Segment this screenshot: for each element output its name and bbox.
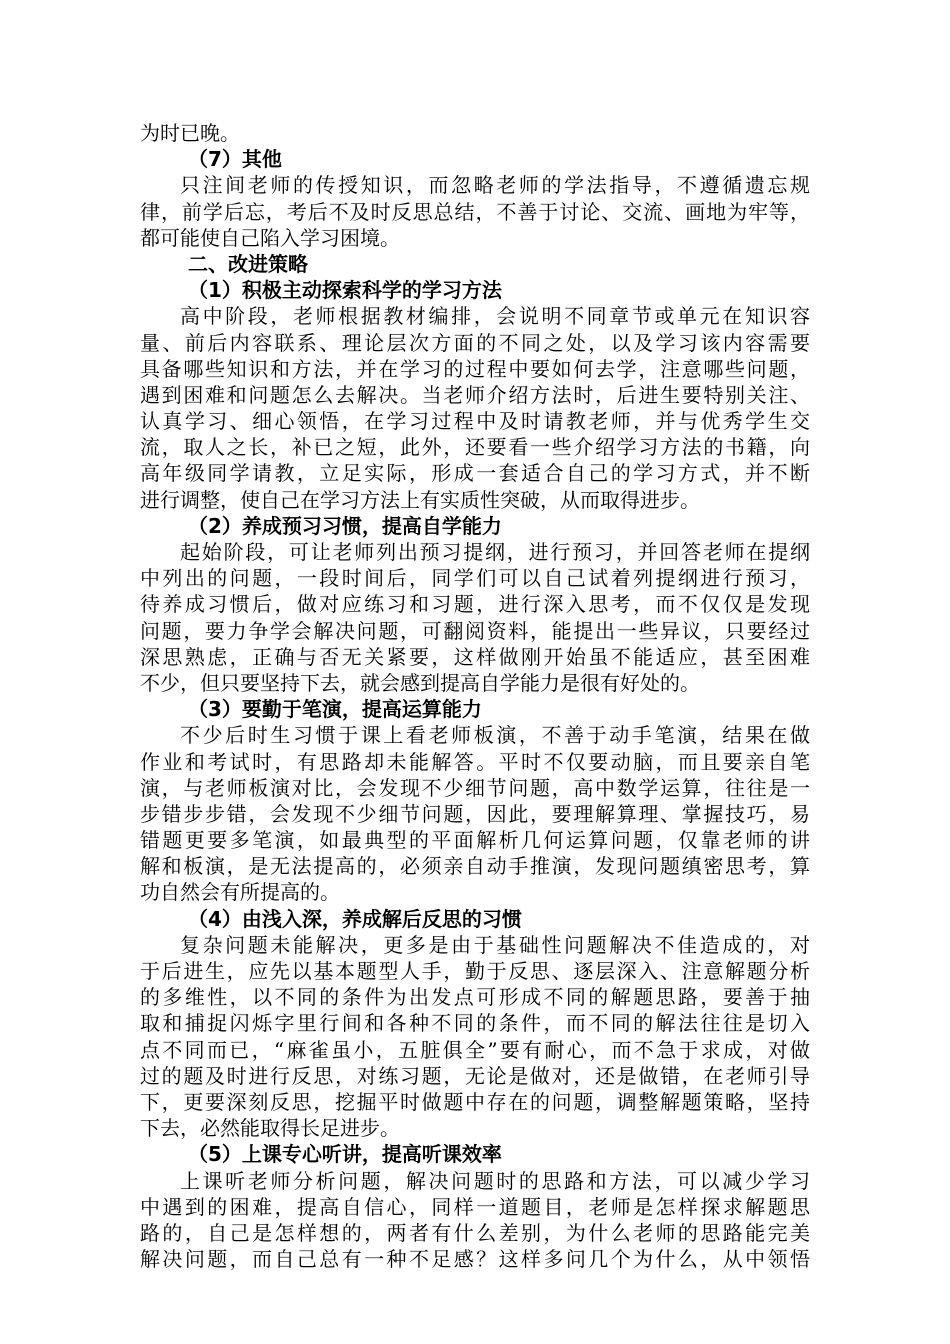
- paragraph-line: 过的题及时进行反思，对练习题，无论是做对，还是做错，在老师引导: [140, 1063, 810, 1088]
- paragraph-line: 不少，但只要坚持下去，就会感到提高自学能力是很有好处的。: [140, 670, 700, 695]
- paragraph-line: 具备哪些知识和方法，并在学习的过程中要如何去学，注意哪些问题，: [140, 356, 810, 381]
- paragraph-line: 进行调整，使自己在学习方法上有实质性突破，从而取得进步。: [140, 487, 700, 512]
- paragraph-line: 待养成习惯后，做对应练习和习题，进行深入思考，而不仅仅是发现: [140, 592, 810, 617]
- paragraph-line: 不少后时生习惯于课上看老师板演，不善于动手笔演，结果在做: [180, 723, 810, 748]
- paragraph-line: 上课听老师分析问题，解决问题时的思路和方法，可以减少学习: [180, 1168, 810, 1193]
- paragraph-line: 错题更要多笔演，如最典型的平面解析几何运算问题，仅靠老师的讲: [140, 828, 810, 853]
- section-heading: （1）积极主动探索科学的学习方法: [188, 278, 502, 303]
- paragraph-line: 演，与老师板演对比，会发现不少细节问题，高中数学运算，往往是一: [140, 775, 810, 800]
- paragraph-line: 复杂问题未能解决，更多是由于基础性问题解决不佳造成的，对: [180, 932, 810, 957]
- paragraph-line: 功自然会有所提高的。: [140, 880, 340, 905]
- paragraph-line: 下去，必然能取得长足进步。: [140, 1116, 400, 1141]
- paragraph-line: 下，更要深刻反思，挖掘平时做题中存在的问题，调整解题策略，坚持: [140, 1089, 810, 1114]
- paragraph-line: 解决问题，而自己总有一种不足感？这样多问几个为什么，从中领悟: [140, 1247, 810, 1272]
- paragraph-line: 高中阶段，老师根据教材编排，会说明不同章节或单元在知识容: [180, 304, 810, 329]
- paragraph-line: 为时已晚。: [140, 121, 240, 145]
- paragraph-line: 作业和考试时，有思路却未能解答。平时不仅要动脑，而且要亲自笔: [140, 749, 810, 774]
- section-heading: （5）上课专心听讲，提高听课效率: [188, 1142, 502, 1167]
- paragraph-line: 解和板演，是无法提高的，必须亲自动手推演，发现问题缜密思考，算: [140, 854, 810, 879]
- paragraph-line: 遇到困难和问题怎么去解决。当老师介绍方法时，后进生要特别关注、: [140, 382, 810, 407]
- paragraph-line: 点不同而已，“麻雀虽小，五脏俱全”要有耐心，而不急于求成，对做: [140, 1037, 810, 1062]
- paragraph-line: 只注间老师的传授知识，而忽略老师的学法指导，不遵循遗忘规: [180, 173, 810, 198]
- paragraph-line: 中列出的问题，一段时间后，同学们可以自己试着列提纲进行预习，: [140, 566, 810, 591]
- paragraph-line: 于后进生，应先以基本题型人手，勤于反思、逐层深入、注意解题分析: [140, 959, 810, 983]
- paragraph-line: 的多维性，以不同的条件为出发点可形成不同的解题思路，要善于抽: [140, 985, 810, 1010]
- paragraph-line: 都可能使自己陷入学习困境。: [140, 225, 400, 250]
- paragraph-line: 问题，要力争学会解决问题，可翻阅资料，能提出一些异议，只要经过: [140, 618, 810, 643]
- paragraph-line: 量、前后内容联系、理论层次方面的不同之处，以及学习该内容需要: [140, 330, 810, 355]
- section-heading: （3）要勤于笔演，提高运算能力: [188, 697, 482, 722]
- paragraph-line: 认真学习、细心领悟，在学习过程中及时请教老师，并与优秀学生交: [140, 409, 810, 434]
- section-heading: （4）由浅入深，养成解后反思的习惯: [188, 906, 522, 931]
- paragraph-line: 中遇到的困难，提高自信心，同样一道题目，老师是怎样探求解题思: [140, 1194, 810, 1219]
- paragraph-line: 高年级同学请教，立足实际，形成一套适合自己的学习方式，并不断: [140, 461, 810, 486]
- paragraph-line: 律，前学后忘，考后不及时反思总结，不善于讨论、交流、画地为牢等，: [140, 199, 810, 224]
- paragraph-line: 步错步步错，会发现不少细节问题，因此，要理解算理、掌握技巧，易: [140, 801, 810, 826]
- paragraph-line: 流，取人之长，补已之短，此外，还要看一些介绍学习方法的书籍，向: [140, 435, 810, 460]
- section-heading: 二、改进策略: [188, 251, 308, 276]
- paragraph-line: 起始阶段，可让老师列出预习提纲，进行预习，并回答老师在提纲: [180, 540, 810, 564]
- section-heading: （2）养成预习习惯，提高自学能力: [188, 513, 502, 538]
- paragraph-line: 取和捕捉闪烁字里行间和各种不同的条件，而不同的解法往往是切入: [140, 1011, 810, 1036]
- section-heading: （7）其他: [188, 147, 282, 172]
- paragraph-line: 路的，自己是怎样想的，两者有什么差别，为什么老师的思路能完美: [140, 1220, 810, 1245]
- paragraph-line: 深思熟虑，正确与否无关紧要，这样做刚开始虽不能适应，甚至困难: [140, 644, 810, 669]
- document-body: [140, 120, 810, 1272]
